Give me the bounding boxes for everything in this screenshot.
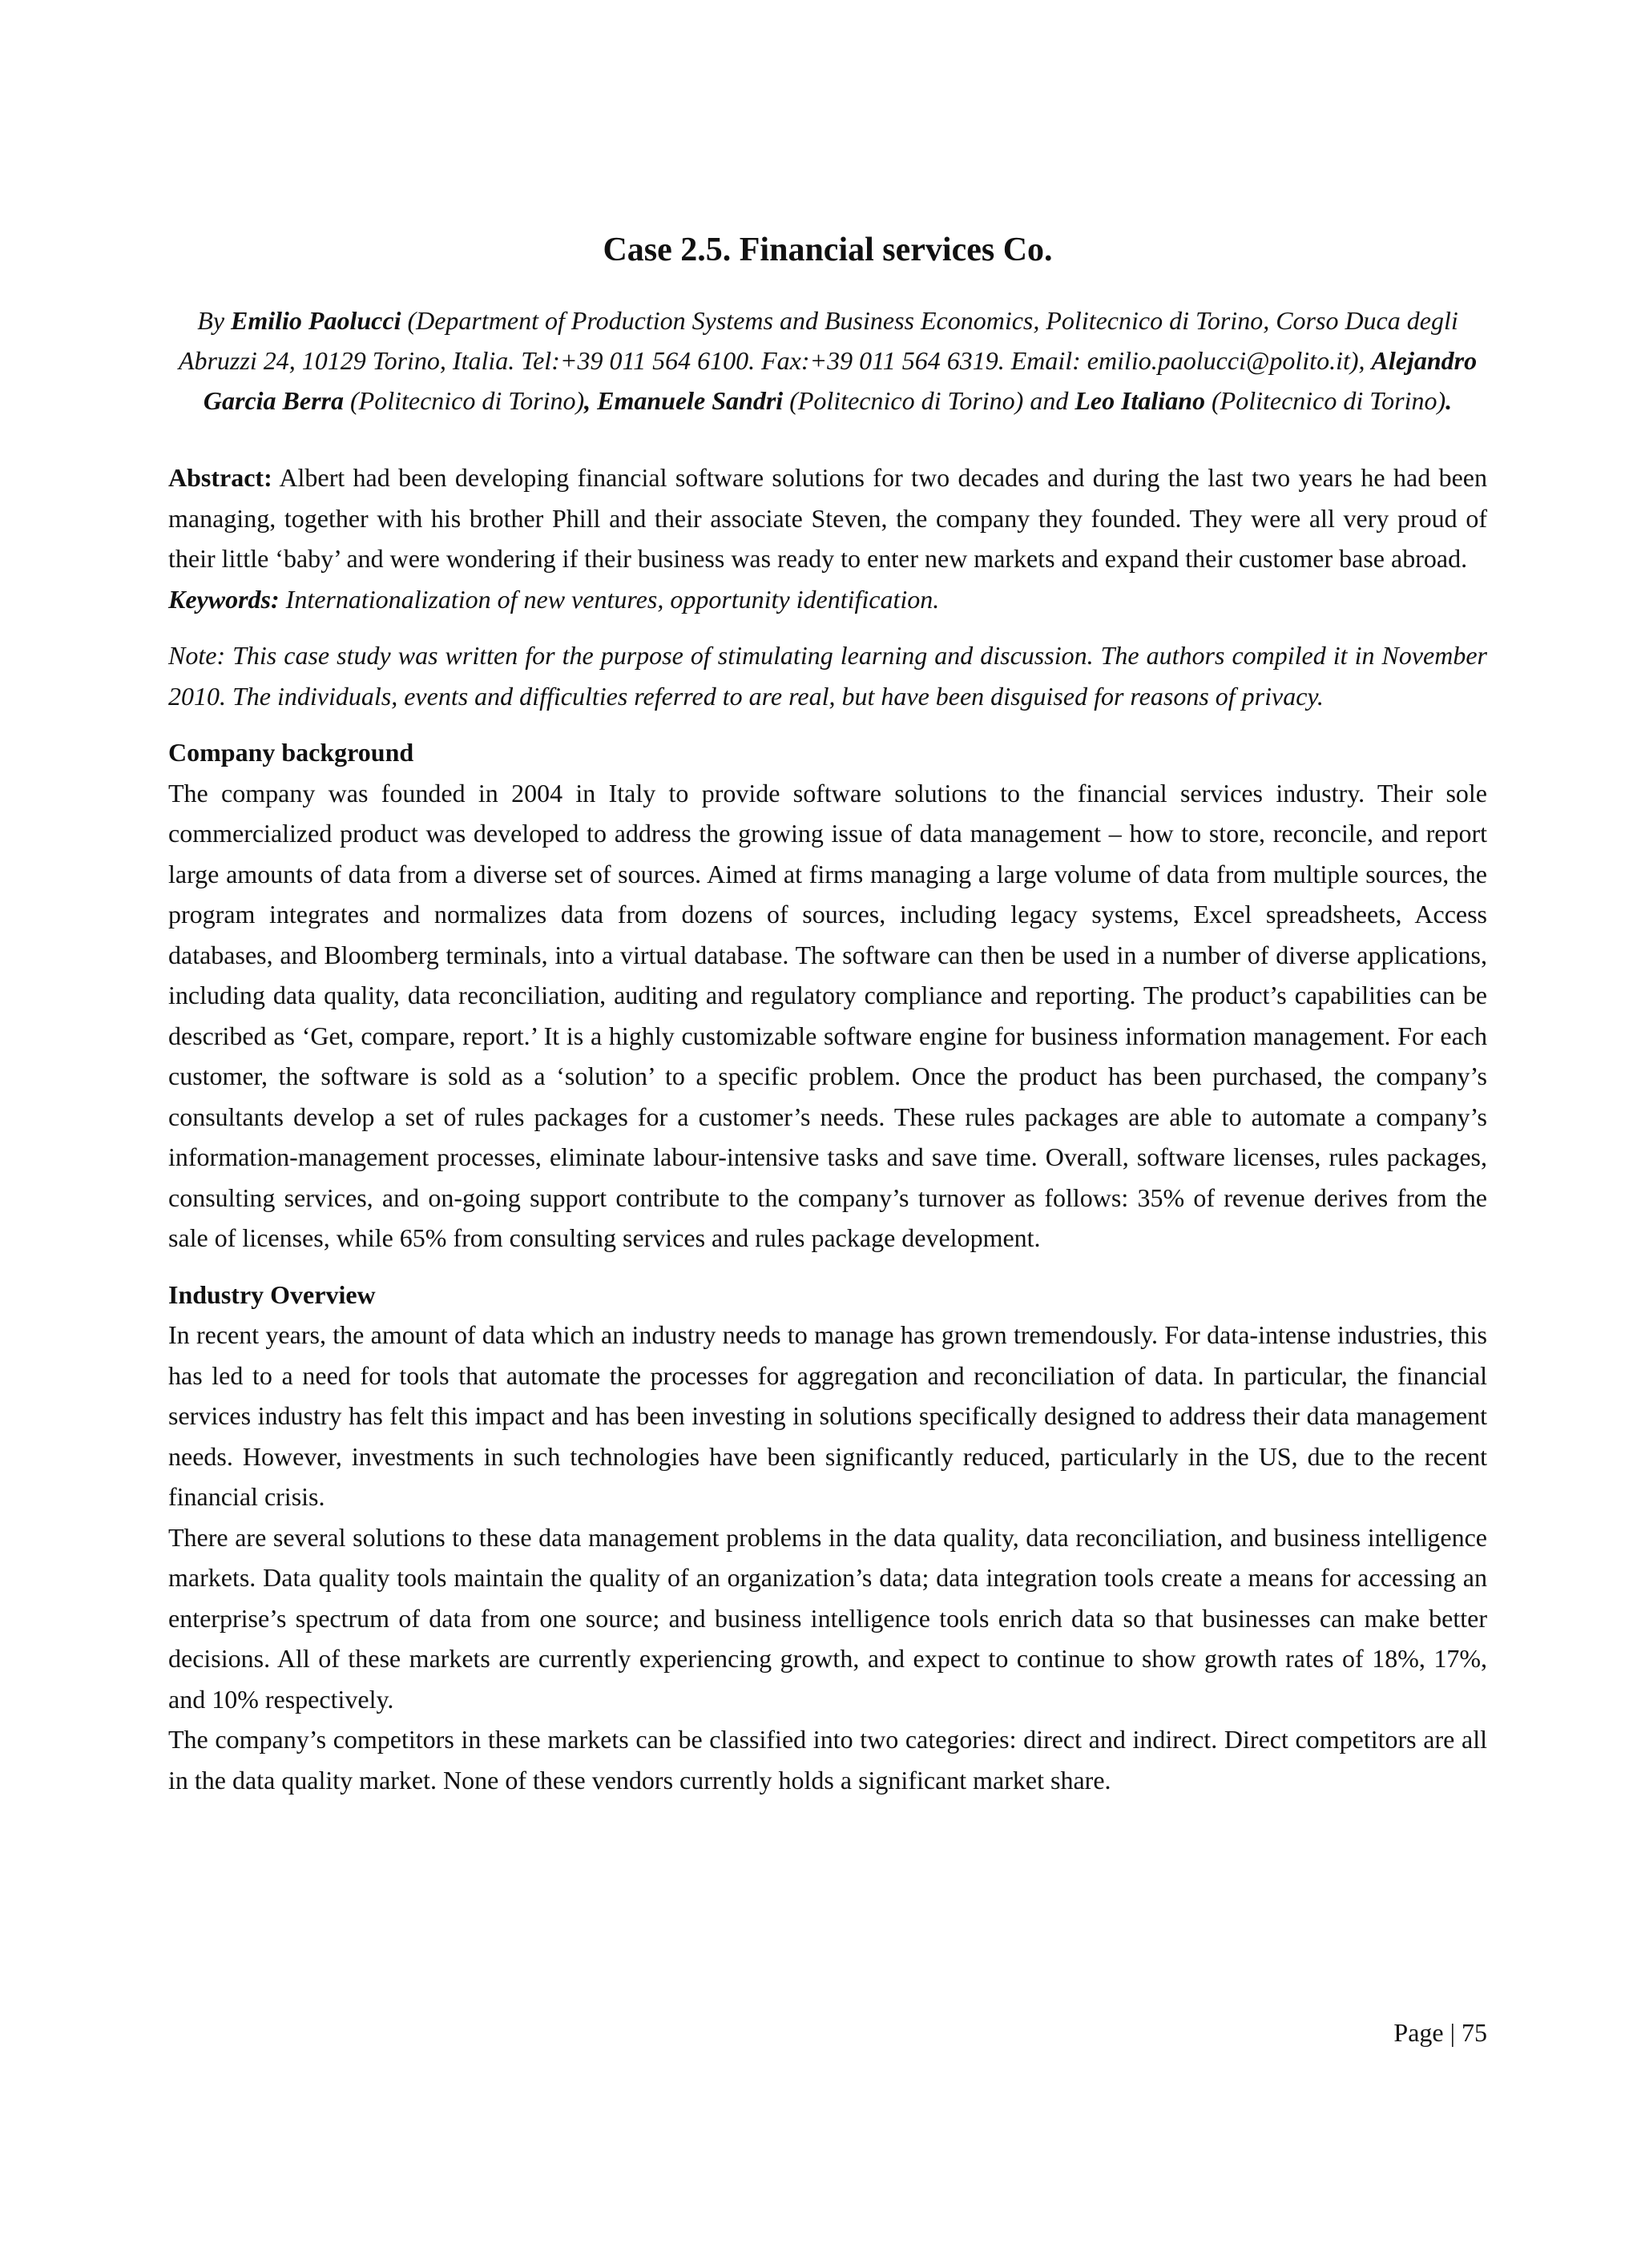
author-affiliation: (Department of Production Systems and Business Economics, Politecnico di Torino, Corso Duca degli Abruzzi 24, 10129 Torino, Italia. Tel:+39 011 564 6100. Fax:+39 011 564 6319. Email: emilio.paolucci@polito.it), — [178, 306, 1458, 375]
author-separator: , — [584, 386, 598, 415]
author-block — [168, 300, 1487, 421]
keywords — [168, 579, 1487, 620]
author-affiliation: (Politecnico di Torino) — [344, 386, 585, 415]
paragraph: The company was founded in 2004 in Italy to provide software solutions to the financial services industry. Their sole commercialized product was developed to address the growing issue of data management – how to store, reconcile, and report large amounts of data from a diverse set of sources. Aimed at firms managing a large volume of data from multiple sources, the program integrates and normalizes data from dozens of sources, including legacy systems, Excel spreadsheets, Access databases, and Bloomberg terminals, into a virtual database. The software can then be used in a number of diverse applications, including data quality, data reconciliation, auditing and regulatory compliance and reporting. The product’s capabilities can be described as ‘Get, compare, report.’ It is a highly customizable software engine for business information management. For each customer, the software is sold as a ‘solution’ to a specific problem. Once the product has been purchased, the company’s consultants develop a set of rules packages for a customer’s needs. These rules packages are able to automate a company’s information-management processes, eliminate labour-intensive tasks and save time. Overall, software licenses, rules packages, consulting services, and on-going support contribute to the company’s turnover as follows: 35% of revenue derives from the sale of licenses, while 65% from consulting services and rules package development. — [168, 778, 1487, 1252]
by-label: By — [197, 306, 232, 335]
author-name: Leo Italiano — [1075, 386, 1205, 415]
author-end: . — [1445, 386, 1453, 415]
paragraph: The company’s competitors in these markets can be classified into two categories: direct and indirect. Direct competitors are all in the data quality market. None of these vendors currently holds a significant market share. — [168, 1725, 1487, 1795]
paragraph: In recent years, the amount of data which an industry needs to manage has grown tremendously. For data-intense industries, this has led to a need for tools that automate the processes for aggregation and reconciliation of data. In particular, the financial services industry has felt this impact and has been investing in solutions specifically designed to address their data management needs. However, investments in such technologies have been significantly reduced, particularly in the US, due to the recent financial crisis. — [168, 1320, 1487, 1511]
paragraph: There are several solutions to these data management problems in the data quality, data reconciliation, and business intelligence markets. Data quality tools maintain the quality of an organization’s data; data integration tools create a means for accessing an enterprise’s spectrum of data from one source; and business intelligence tools enrich data so that businesses can make better decisions. All of these markets are currently experiencing growth, and expect to continue to show growth rates of 18%, 17%, and 10% respectively. — [168, 1522, 1487, 1714]
section-heading-industry-overview: Industry Overview — [168, 1279, 376, 1309]
page-number: Page | 75 — [1393, 2018, 1487, 2047]
author-name: Emanuele Sandri — [597, 386, 784, 415]
author-affiliation: (Politecnico di Torino) — [1204, 386, 1446, 415]
author-affiliation: (Politecnico di Torino) and — [783, 386, 1075, 415]
abstract-label: Abstract: — [168, 463, 272, 492]
author-name: Emilio Paolucci — [231, 306, 401, 335]
note: Note: This case study was written for the purpose of stimulating learning and discussion. The authors compiled it in November 2010. The individuals, events and difficulties referred to are real, but have been disguised for reasons of privacy. — [168, 641, 1487, 711]
author-name: Alejandro Garcia Berra — [203, 346, 1478, 415]
section-heading-company-background: Company background — [168, 738, 414, 767]
keywords-text: Internationalization of new ventures, opportunity identification. — [279, 584, 940, 614]
page-title: Case 2.5. Financial services Co. — [603, 232, 1053, 268]
keywords-label: Keywords: — [168, 584, 280, 614]
document-page — [168, 228, 1487, 1800]
abstract-text: Albert had been developing financial software solutions for two decades and during the last two years he had been managing, together with his brother Phill and their associate Steven, the company they founded. They were all very proud of their little ‘baby’ and were wondering if their business was ready to enter new markets and expand their customer base abroad. — [168, 463, 1487, 573]
abstract — [168, 457, 1487, 579]
